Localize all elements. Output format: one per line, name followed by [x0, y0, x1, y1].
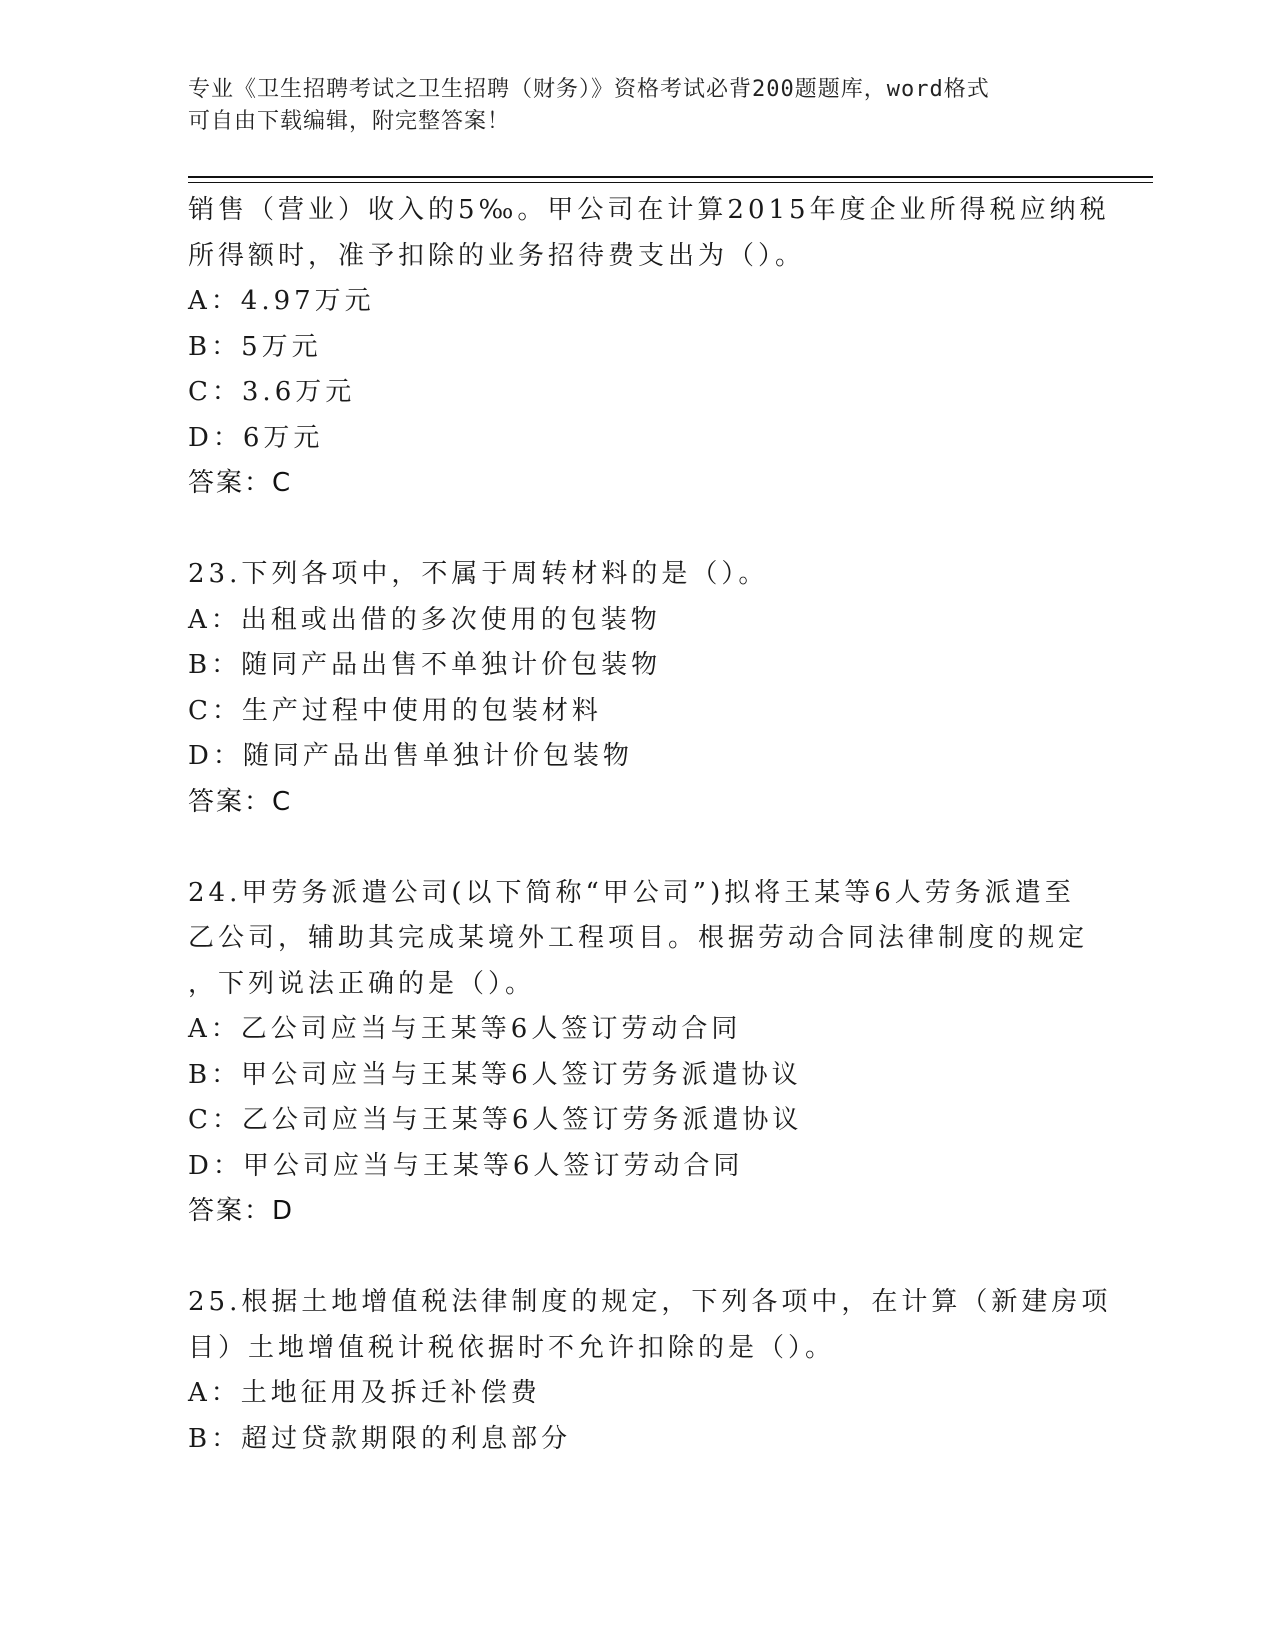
header-rule-thin	[188, 182, 1153, 183]
option-b: B：5万元	[188, 331, 322, 362]
option-b: B：超过贷款期限的利息部分	[188, 1423, 572, 1454]
header-title-line-1: 专业《卫生招聘考试之卫生招聘（财务）》资格考试必背200题题库，word格式	[188, 77, 990, 102]
option-b: B：甲公司应当与王某等6人签订劳务派遣协议	[188, 1059, 802, 1090]
option-a: A：乙公司应当与王某等6人签订劳动合同	[188, 1014, 742, 1044]
question-stem-line: ，下列说法正确的是（）。	[188, 968, 536, 999]
spacer	[188, 825, 1088, 871]
question-stem-line: 23.下列各项中，不属于周转材料的是（）。	[188, 559, 769, 589]
option-c: C：乙公司应当与王某等6人签订劳务派遣协议	[188, 1105, 803, 1135]
option-d: D：6万元	[188, 422, 324, 453]
question-24	[188, 871, 1088, 1235]
question-stem-line: 24.甲劳务派遣公司(以下简称“甲公司”)拟将王某等6人劳务派遣至	[188, 877, 1075, 908]
answer-line: 答案：D	[188, 1196, 295, 1226]
answer-line: 答案：C	[188, 786, 293, 817]
question-25	[188, 1280, 1112, 1462]
option-a: A：土地征用及拆迁补偿费	[188, 1378, 541, 1408]
option-a: A：出租或出借的多次使用的包装物	[188, 604, 661, 635]
answer-line: 答案：C	[188, 468, 293, 498]
option-d: D：甲公司应当与王某等6人签订劳动合同	[188, 1150, 744, 1181]
option-d: D：随同产品出售单独计价包装物	[188, 741, 633, 771]
header-title-line-2: 可自由下载编辑，附完整答案！	[188, 109, 511, 134]
question-stem-line: 25.根据土地增值税法律制度的规定，下列各项中，在计算（新建房项	[188, 1287, 1112, 1317]
spacer	[188, 507, 1088, 553]
question-stem-line: 目）土地增值税计税依据时不允许扣除的是（）。	[188, 1332, 836, 1363]
question-23	[188, 552, 1088, 825]
question-stem-line: 销售（营业）收入的5‰。甲公司在计算2015年度企业所得税应纳税	[188, 195, 1110, 225]
question-list	[188, 188, 1112, 1462]
question-stem-line: 所得额时，准予扣除的业务招待费支出为（）。	[188, 240, 806, 271]
option-a: A：4.97万元	[188, 286, 375, 316]
option-c: C：3.6万元	[188, 377, 356, 407]
option-c: C：生产过程中使用的包装材料	[188, 695, 602, 726]
header-rule-thick	[188, 176, 1153, 178]
option-b: B：随同产品出售不单独计价包装物	[188, 650, 662, 680]
spacer	[188, 1235, 1088, 1281]
question-22	[188, 188, 1110, 507]
question-stem-line: 乙公司，辅助其完成某境外工程项目。根据劳动合同法律制度的规定	[188, 923, 1089, 953]
document-header	[188, 74, 1088, 138]
